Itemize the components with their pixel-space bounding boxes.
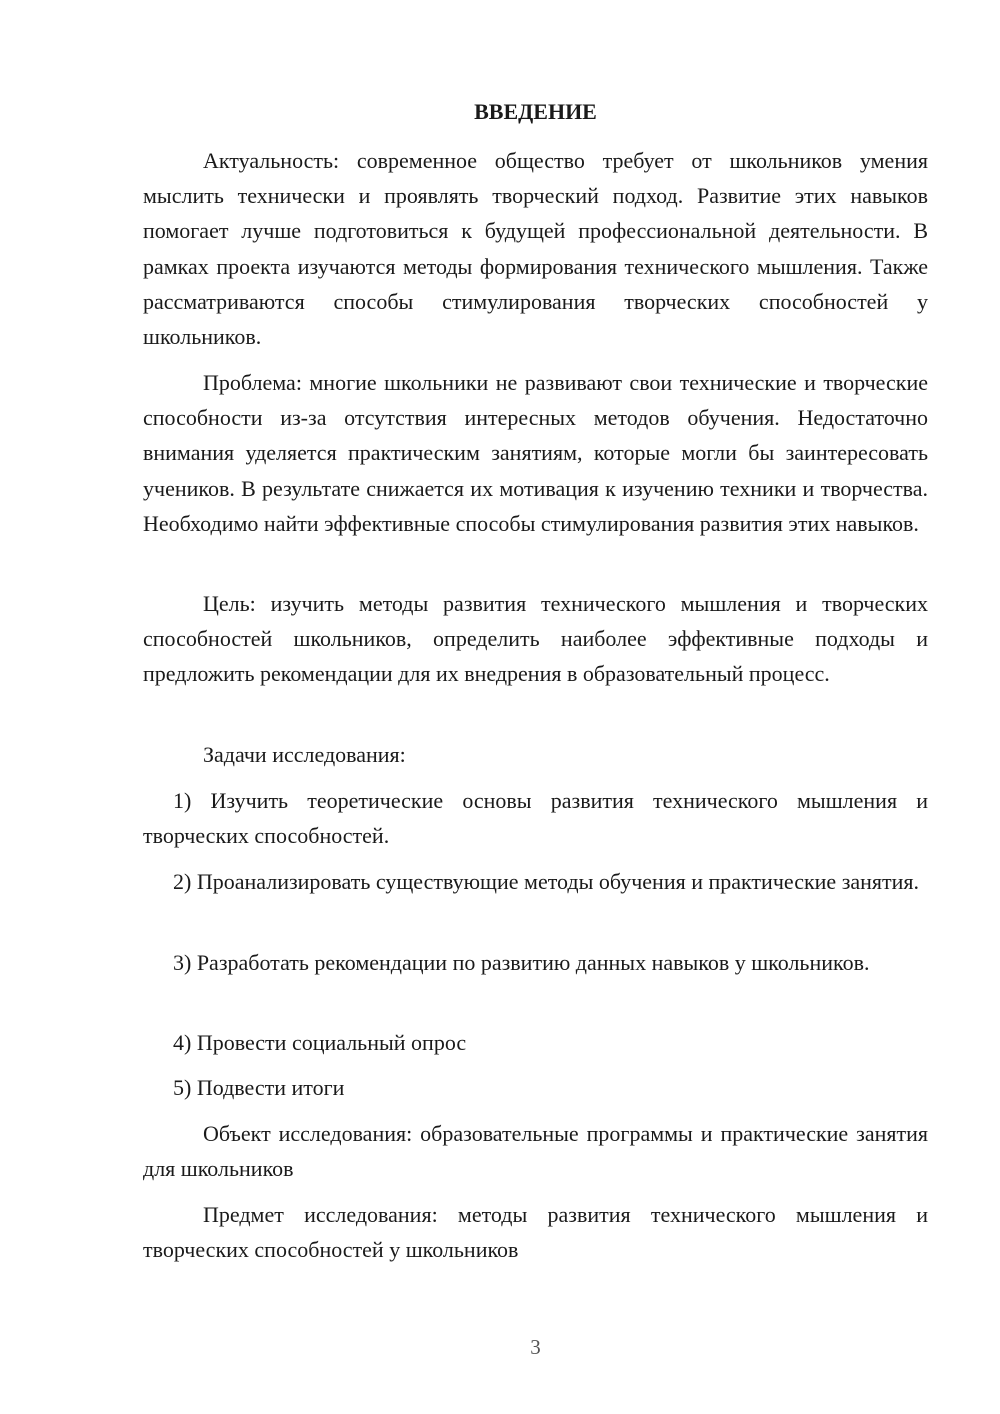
page-title: ВВЕДЕНИЕ bbox=[474, 99, 597, 124]
paragraph-goal: Цель: изучить методы развития технического мышления и творческих способностей школьников, определить наиболее эффективные подходы и предложить рекомендации для их внедрения в образовательный процесс. bbox=[143, 591, 928, 687]
paragraph-tasks-heading: Задачи исследования: bbox=[203, 742, 406, 767]
paragraph-problem: Проблема: многие школьники не развивают свои технические и творческие способности из-за отсутствия интересных методов обучения. Недостаточно внимания уделяется практическим занятиям, которые могли бы заинтересовать учеников. В результате снижается их мотивация к изучению техники и творчества. Необходимо найти эффективные способы стимулирования развития этих навыков. bbox=[143, 370, 928, 536]
paragraph-subject: Предмет исследования: методы развития технического мышления и творческих способностей у школьников bbox=[143, 1202, 928, 1263]
page-number: 3 bbox=[530, 1335, 541, 1359]
task-item-1: 1) Изучить теоретические основы развития технического мышления и творческих способностей. bbox=[143, 788, 928, 849]
task-item-2: 2) Проанализировать существующие методы обучения и практические занятия. bbox=[173, 869, 920, 894]
task-item-3: 3) Разработать рекомендации по развитию данных навыков у школьников. bbox=[173, 950, 870, 975]
task-item-5: 5) Подвести итоги bbox=[173, 1075, 345, 1100]
paragraph-relevance: Актуальность: современное общество требует от школьников умения мыслить технически и проявлять творческий подход. Развитие этих навыков помогает лучше подготовиться к будущей профессиональной деятельности. В рамках проекта изучаются методы формирования технического мышления. Также рассматриваются способы стимулирования творческих способностей у школьников. bbox=[143, 148, 928, 350]
task-item-4: 4) Провести социальный опрос bbox=[173, 1030, 467, 1055]
paragraph-object: Объект исследования: образовательные программы и практические занятия для школьников bbox=[143, 1121, 928, 1182]
document-page bbox=[143, 0, 928, 1414]
